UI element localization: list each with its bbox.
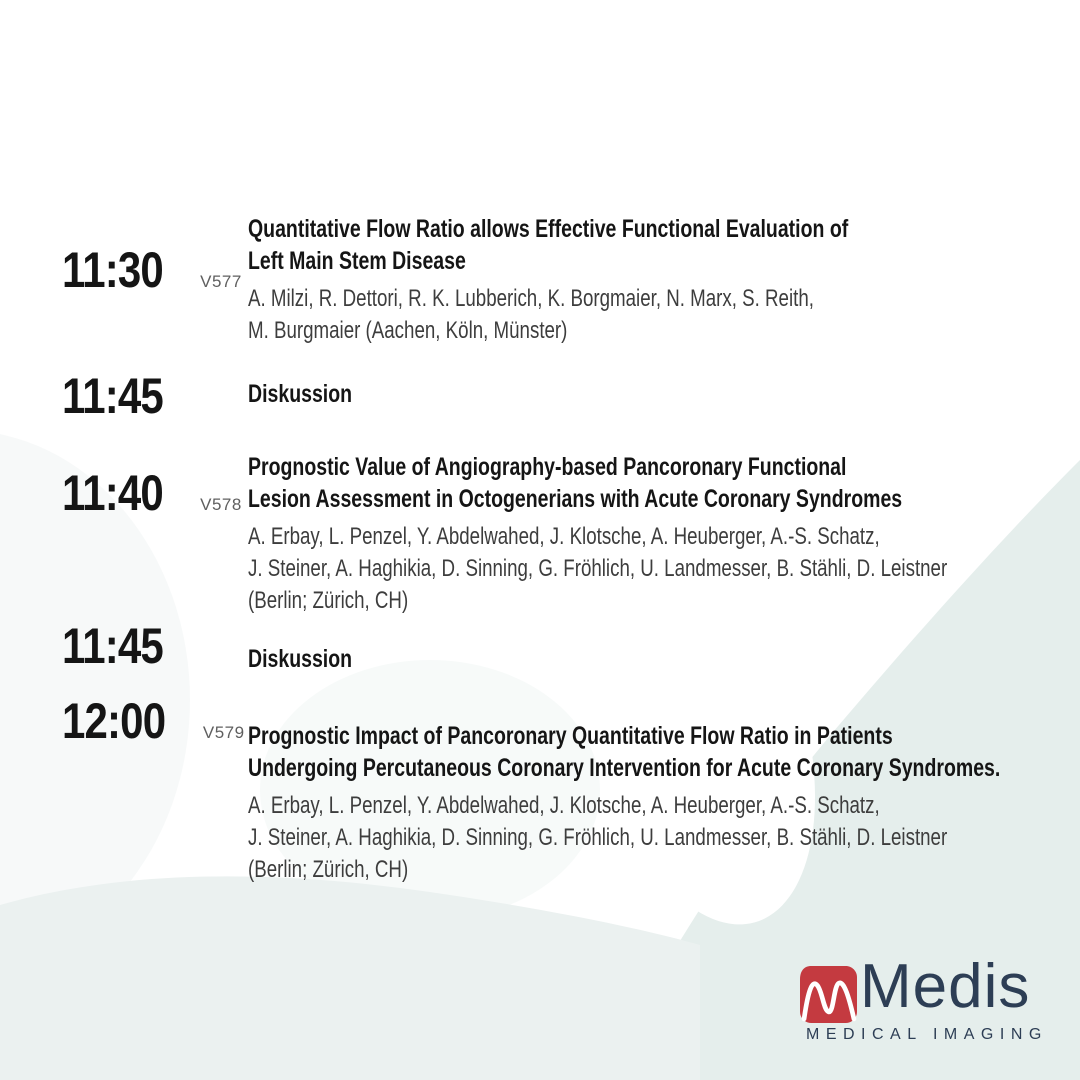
entry-time-row [62,368,182,424]
entry-authors-line: M. Burgmaier (Aachen, Köln, Münster) [248,317,568,344]
entry-title [248,720,1048,784]
entry-content [248,213,1048,347]
entry-time: 11:40 [62,465,163,521]
entry-time-row [62,465,242,521]
background-wave-bottom-left [0,876,700,1080]
entry-code: V578 [200,495,242,514]
logo-brand-text: Medis [860,952,1031,1021]
entry-content [248,451,1048,617]
entry-title [248,378,381,410]
diskussion-label: Diskussion [248,380,353,408]
entry-time-row [62,693,245,749]
entry-authors-line: J. Steiner, A. Haghikia, D. Sinning, G. Fröhlich, U. Landmesser, B. Stähli, D. Leistner [248,824,948,851]
entry-time: 11:45 [62,368,163,424]
entry-authors-line: A. Erbay, L. Penzel, Y. Abdelwahed, J. Klotsche, A. Heuberger, A.-S. Schatz, [248,792,880,819]
medis-logo [798,952,1048,1050]
entry-title-line: Prognostic Impact of Pancoronary Quantitative Flow Ratio in Patients [248,722,893,750]
entry-authors [248,521,1048,617]
entry-title-line: Prognostic Value of Angiography-based Pancoronary Functional [248,453,847,481]
entry-authors [248,790,1048,886]
entry-title [248,643,381,675]
entry-time: 11:45 [62,618,163,674]
entry-code: V577 [200,272,242,291]
entry-title-line: Lesion Assessment in Octogenerians with Acute Coronary Syndromes [248,485,903,513]
diskussion-label: Diskussion [248,645,353,673]
entry-code: V579 [202,723,245,742]
entry-title-line: Quantitative Flow Ratio allows Effective Functional Evaluation of [248,215,849,243]
entry-time: 11:30 [62,242,163,298]
entry-authors [248,283,1048,347]
entry-time-row [62,242,242,298]
entry-title [248,213,1048,277]
logo-tagline-text: MEDICAL IMAGING [806,1026,1048,1043]
entry-title-line: Left Main Stem Disease [248,247,466,275]
entry-authors-line: A. Erbay, L. Penzel, Y. Abdelwahed, J. Klotsche, A. Heuberger, A.-S. Schatz, [248,523,880,550]
entry-authors-line: (Berlin; Zürich, CH) [248,856,409,883]
entry-authors-line: (Berlin; Zürich, CH) [248,587,409,614]
entry-content [248,720,1048,886]
entry-time-row [62,618,182,674]
entry-title [248,451,1048,515]
entry-authors-line: J. Steiner, A. Haghikia, D. Sinning, G. Fröhlich, U. Landmesser, B. Stähli, D. Leistner [248,555,948,582]
entry-title-line: Undergoing Percutaneous Coronary Intervention for Acute Coronary Syndromes. [248,754,1001,782]
entry-time: 12:00 [62,693,166,749]
entry-authors-line: A. Milzi, R. Dettori, R. K. Lubberich, K. Borgmaier, N. Marx, S. Reith, [248,285,814,312]
medis-heartbeat-icon [800,966,857,1023]
